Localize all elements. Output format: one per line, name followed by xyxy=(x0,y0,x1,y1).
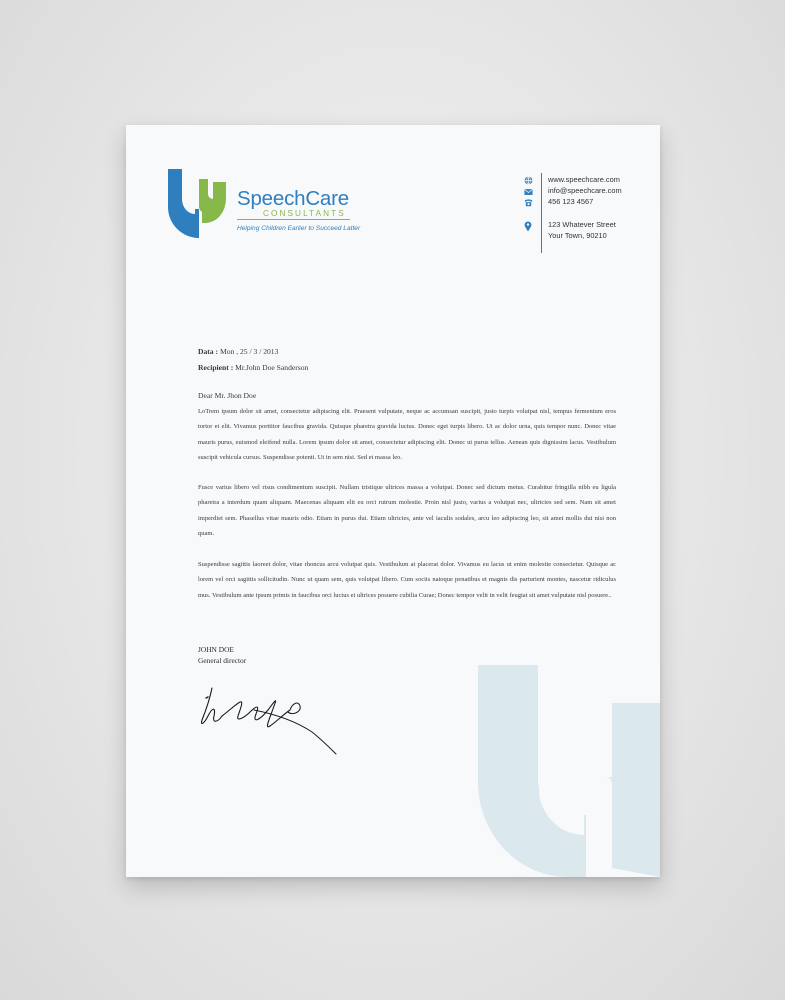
logo-mark-icon xyxy=(168,169,232,239)
date-value: Mon , 25 / 3 / 2013 xyxy=(219,347,279,356)
letterhead-page xyxy=(126,125,660,877)
phone-icon xyxy=(524,198,533,207)
brand-divider xyxy=(237,219,350,220)
handwritten-signature xyxy=(194,680,344,760)
contact-address-line1: 123 Whatever Street xyxy=(548,220,616,229)
company-logo xyxy=(168,169,361,239)
signer-title: General director xyxy=(198,655,247,665)
body-paragraph: LoTrem ipsum dolor sit amet, consectetur adipiscing elit. Praesent vulputate, neque ac accumsan suscipit, justo turpis volutpat nisl, tempus fermentum eros tortor et elit. Vivamus porttitor faucibus gravida. Quisque pharetra gravida luctus. Donec eget turpis libero. Ut ac dolor urna, quis tempor nunc. Donec vitae mauris purus, euismod eleifend nulla. Lorem ipsum dolor sit amet, consectetur adipiscing elit. Donec ut purus tellus. Aenean quis dignissim lacus. Vestibulum suscipit vehicula cursus. Suspendisse potenti. Ut in sem nisi. Sed et massa leo. xyxy=(198,408,616,462)
brand-subtitle: CONSULTANTS xyxy=(263,209,346,218)
contact-address-line2: Your Town, 90210 xyxy=(548,231,607,240)
body-paragraph: Suspendisse sagittis laoreet dolor, vitae rhoncus arcu volutpat quis. Vestibulum at placerat dolor. Vivamus eu lacus ut enim molestie consectetur. Quisque ac lorem vel orci sagittis sollicitudin. Nunc ut quam sem, quis volutpat libero. Cum sociis natoque penatibus et magnis dis parturient montes, nascetur ridiculus mus. Vestibulum ante ipsum primis in faucibus orci luctus et ultrices posuere cubilia Curae; Donec tempor velit in velit feugiat sit amet vulputate nisl posuere.. xyxy=(198,561,616,599)
recipient-line xyxy=(198,360,616,376)
contact-block xyxy=(524,173,654,253)
contact-website[interactable]: www.speechcare.com xyxy=(548,175,620,184)
envelope-icon xyxy=(524,188,533,196)
letter-meta xyxy=(198,344,616,375)
location-pin-icon xyxy=(524,221,532,232)
date-line xyxy=(198,344,616,360)
contact-divider xyxy=(541,173,542,253)
date-label: Data : xyxy=(198,347,219,356)
logo-watermark-icon xyxy=(478,665,660,877)
recipient-label: Recipient : xyxy=(198,362,234,372)
contact-email[interactable]: info@speechcare.com xyxy=(548,186,622,195)
body-paragraph: Fusce varius libero vel risus condimentum suscipit. Nullam tristique ultrices massa a volutpat. Donec sed dictum metus. Curabitur fringilla nibh eu ligula pharetra a interdum quam aliquam. Maecenas aliquam elit eu orci rutrum molestie. Proin nisl justo, varius a volutpat nec, ultricies sed sem. Nam sit amet imperdiet sem. Phasellus vitae mauris odio. Etiam in purus dui. Etiam ultricies, ante vel iaculis sodales, arcu leo adipiscing leo, sit amet mollis dui nisi non quam. xyxy=(198,484,616,538)
contact-phone[interactable]: 456 123 4567 xyxy=(548,197,594,206)
globe-icon xyxy=(524,176,533,185)
greeting: Dear Mr. Jhon Doe xyxy=(198,391,257,400)
signer-name: JOHN DOE xyxy=(198,645,234,654)
brand-tagline: Helping Children Earlier to Succeed Latter xyxy=(237,225,361,232)
signer-block xyxy=(198,645,616,666)
recipient-value: Mr.John Doe Sanderson xyxy=(235,362,309,372)
brand-name: SpeechCare xyxy=(237,187,349,210)
